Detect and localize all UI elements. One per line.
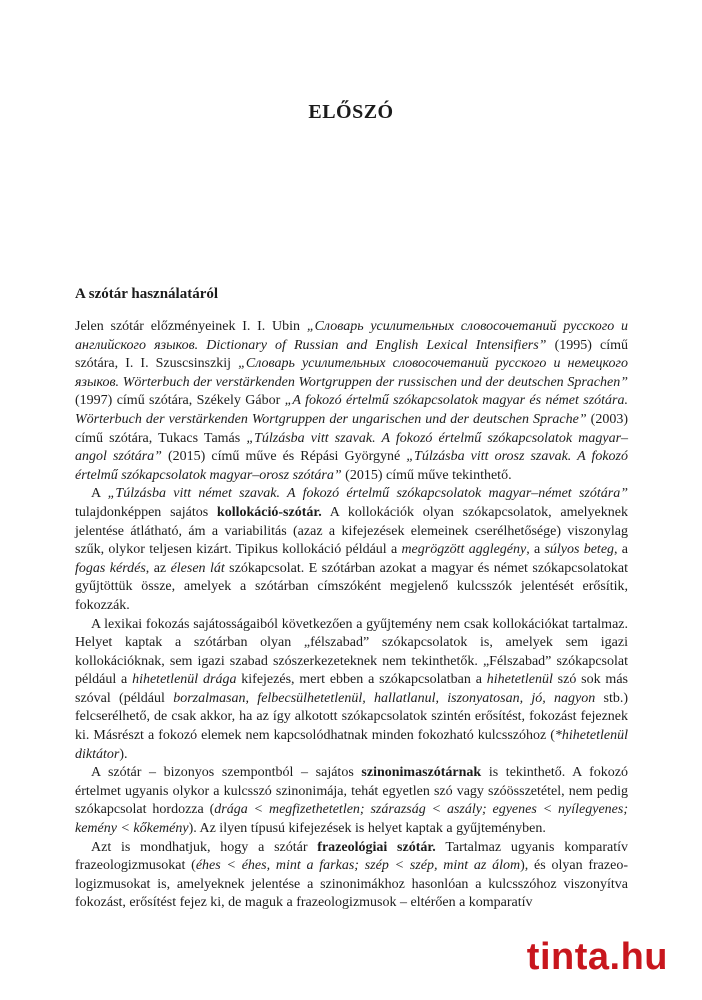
italic-text: „Словарь усилительных словосочетаний русского и немецкого языков. Wörterbuch der verstärkenden Wortgruppen der russischen und der deutschen Sprachen”	[75, 356, 628, 390]
text-run: Jelen szótár előzményeinek I. I. Ubin	[75, 319, 307, 334]
paragraph	[75, 764, 628, 838]
text-run: is tekinthető. A fokozó értelmet ugyanis olykor a kulcsszó szinonimája, tehát egyetlen szó vagy szóösszetétel, nem pedig szókapcsolat hordozza (	[75, 765, 629, 818]
text-run: , a	[614, 542, 629, 558]
text-run: , az	[145, 560, 171, 576]
bold-term: frazeológiai szótár.	[317, 839, 436, 855]
text-run: (1997) című szótára, Székely Gábor	[75, 393, 285, 409]
text-run: tulajdonképpen sajátos	[75, 504, 217, 520]
bold-term: kollokáció-szótár.	[216, 504, 322, 520]
text-run: szó sok más szóval (például	[75, 672, 628, 706]
body-text	[75, 318, 628, 913]
italic-text: borzalmasan, felbecsülhetetlenül, hallatlanul, iszonyatosan, jó, nagyon	[173, 690, 596, 706]
paragraph	[75, 616, 628, 765]
italic-text: megrögzött agglegény	[401, 542, 527, 558]
italic-text: hihetetlenül drága	[132, 672, 237, 688]
text-run: A szótár – bizonyos szempontból – sajátos	[91, 765, 362, 781]
text-run: ), és olyan frazeologizmusokat is, amelyeknek jelentése a szinonimákhoz hasonlóan a kulcsszóhoz viszonyítva fokozást, erősítést fejez ki, de maguk a frazeologizmusok – eltérően a komparatív	[75, 858, 628, 911]
italic-text: élesen lát	[170, 560, 225, 576]
page-title: ELŐSZÓ	[308, 101, 394, 123]
paragraph	[75, 485, 628, 615]
italic-text: éhes < éhes, mint a farkas; szép < szép, mint az álom	[195, 858, 521, 874]
text-run: ). Az ilyen típusú kifejezések is helyet kaptak a gyűjteményben.	[188, 821, 546, 837]
text-run: kifejezés, mert ebben a szókapcsolatban a	[236, 672, 487, 688]
watermark-logo: tinta.hu	[526, 936, 668, 978]
text-run: (2015) című műve és Répási Györgyné	[161, 449, 407, 465]
text-run: , a	[526, 542, 545, 558]
italic-text: „A fokozó értelmű szókapcsolatok magyar és német szótára. Wörterbuch der verstärkenden Wortgruppen der ungarischen und der deutschen Sprache”	[75, 393, 628, 427]
italic-text: *hihetetlenül diktátor	[75, 728, 628, 762]
italic-text: hihetetlenül	[486, 672, 553, 688]
bold-term: szinonimaszótárnak	[361, 765, 482, 781]
italic-text: fogas kérdés	[75, 560, 146, 576]
paragraph	[75, 318, 628, 485]
text-run: ).	[119, 746, 128, 762]
text-run: A	[91, 486, 108, 502]
italic-text: drága < megfizethetetlen; szárazság < aszály; egyenes < nyílegyenes; kemény < kőkemény	[75, 802, 628, 837]
text-run: (1995) című szótára, I. I. Szuscsinszkij	[75, 337, 628, 372]
text-run: stb.) felcserélhető, de csak akkor, ha az így alkotott szókapcsolatok szintén erősítést, fokozást fejeznek ki. Másrészt a fokozó elemek nem kapcsolódhatnak minden fokozható kulcsszóhoz (	[75, 690, 629, 744]
italic-text: „Túlzásba vitt német szavak. A fokozó értelmű szókapcsolatok magyar–német szótára”	[107, 486, 628, 502]
italic-text: „Túlzásba vitt szavak. A fokozó értelmű szókapcsolatok magyar–angol szótára”	[75, 430, 629, 465]
text-run: szókapcsolat. E szótárban azokat a magyar és német szókapcsolatokat gyűjtöttük össze, amelyek a szótárban címszóként megjelenő kulcsszók jelentését erősítik, fokozzák.	[75, 560, 628, 613]
italic-text: súlyos beteg	[544, 542, 615, 558]
text-run: (2003) című szótára, Tukacs Tamás	[75, 411, 628, 446]
text-run: Azt is mondhatjuk, hogy a szótár	[91, 839, 318, 855]
text-run: (2015) című műve tekinthető.	[341, 467, 512, 483]
text-run: A kollokációk olyan szókapcsolatok, amelyeknek jelentése átlátható, ám a variabilitás (azaz a kifejezések elemeinek cserélhetősége) viszonylag szűk, olykor teljesen kizárt. Tipikus kollokáció például a	[75, 504, 628, 558]
text-run: A lexikai fokozás sajátosságaiból következően a gyűjtemény nem csak kollokációkat tartalmaz. Helyet kaptak a szótárban olyan „félszabad” szókapcsolatok is, amelyek sem igazi kollokációknak, sem igazi szabad szószerkezeteknek nem tekinthetők. „Félszabad” szókapcsolat például a	[75, 616, 628, 688]
paragraph	[75, 839, 628, 913]
text-run: Tartalmaz ugyanis komparatív frazeologizmusokat (	[75, 839, 628, 874]
italic-text: „Túlzásba vitt orosz szavak. A fokozó értelmű szókapcsolatok magyar–orosz szótára”	[75, 449, 628, 483]
section-heading: A szótár használatáról	[75, 286, 219, 302]
italic-text: „Словарь усилительных словосочетаний русского и английского языков. Dictionary of Russian and English Lexical Intensifiers”	[75, 319, 628, 353]
